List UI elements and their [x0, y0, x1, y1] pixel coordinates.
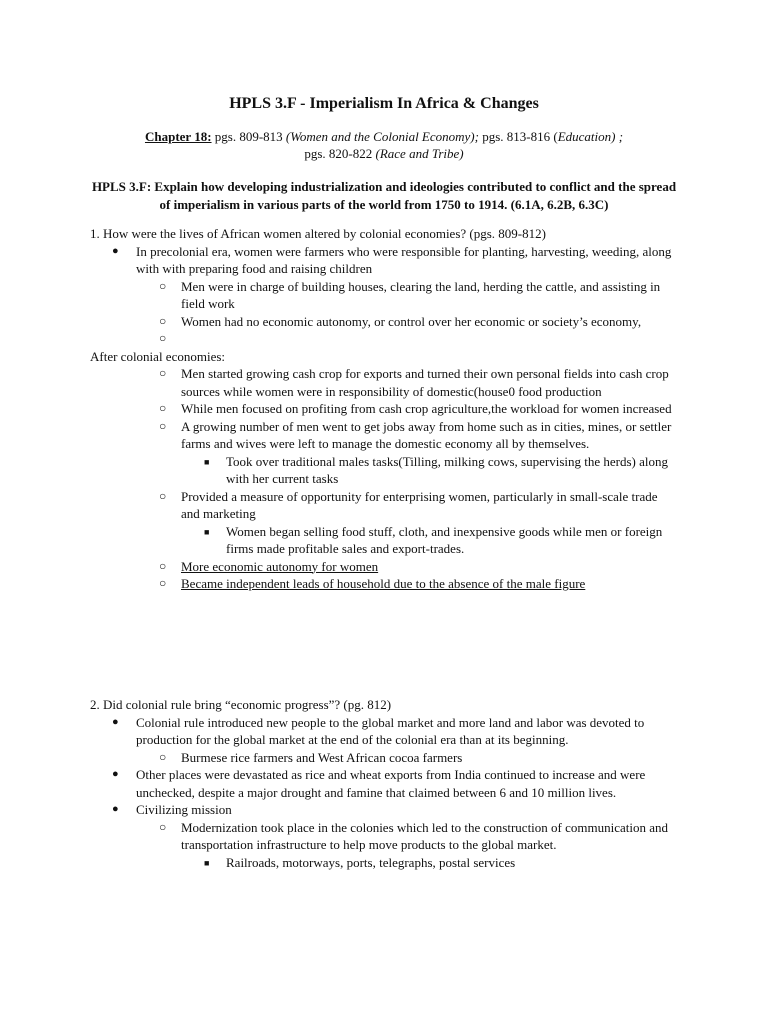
list-item-text: Civilizing mission — [136, 802, 232, 817]
bullet-square-icon: ■ — [204, 526, 210, 537]
list-item-text: Men were in charge of building houses, clearing the land, herding the cattle, and assisting in field work — [181, 278, 661, 311]
section-2 — [0, 696, 768, 871]
list-item-text: Burmese rice farmers and West African cocoa farmers — [181, 749, 463, 765]
list-item — [159, 365, 677, 400]
list-item — [204, 453, 676, 488]
chapter-topic-1: (Women and the Colonial Economy); — [285, 129, 479, 144]
list-item — [204, 854, 676, 872]
list-item-text: Became independent leads of household due to the absence of the male figure — [181, 576, 586, 591]
list-item — [204, 523, 676, 558]
list-item-text: Provided a measure of opportunity for enterprising women, particularly in small-scale trade and marketing — [181, 488, 658, 521]
list-item-text: Women began selling food stuff, cloth, and inexpensive goods while men or foreign firms made profitable sales and export-trades. — [226, 523, 663, 556]
list-item-text: Women had no economic autonomy, or control over her economic or society’s economy, — [181, 313, 642, 329]
list-item-text: Men started growing cash crop for exports and turned their own personal fields into cash crop sources while women were in responsibility of domestic(house0 food production — [181, 366, 669, 399]
list-item-text: Modernization took place in the colonies which led to the construction of communication and transportation infrastructure to help move products to the global market. — [181, 819, 669, 852]
list-item-text: More economic autonomy for women — [181, 558, 379, 574]
after-colonial-heading: After colonial economies: — [90, 348, 226, 364]
chapter-pages-1: pgs. 809-813 — [211, 129, 286, 144]
list-item — [159, 558, 677, 576]
question-2: 2. Did colonial rule bring “economic progress”? (pg. 812) — [90, 697, 392, 712]
bullet-square-icon: ■ — [204, 456, 210, 467]
list-item-text: In precolonial era, women were farmers who were responsible for planting, harvesting, weeding, along with with preparing food and raising children — [136, 243, 672, 276]
list-item-text: While men focused on profiting from cash crop agriculture,the workload for women increased — [181, 401, 672, 416]
chapter-topic-3: (Race and Tribe) — [375, 146, 464, 161]
list-item — [112, 766, 676, 801]
list-item — [159, 400, 677, 418]
list-item — [159, 313, 677, 331]
list-item — [159, 418, 677, 453]
list-item — [159, 749, 677, 767]
bullet-circle-icon: ○ — [159, 331, 167, 345]
chapter-pages-2: pgs. 813-816 ( — [478, 129, 558, 144]
standard-statement: HPLS 3.F: Explain how developing industrialization and ideologies contributed to conflict and the spread of imperialism in various parts of the world from 1750 to 1914. (6.1A, 6.2B, 6.3C) — [91, 179, 677, 212]
chapter-reference — [90, 128, 678, 162]
bullet-disc-icon: ● — [112, 715, 119, 728]
chapter-label: Chapter 18: — [144, 129, 212, 144]
bullet-circle-icon: ○ — [159, 749, 167, 764]
list-item-text: A growing number of men went to get jobs away from home such as in cities, mines, or settler farms and wives were left to manage the domestic economy all by themselves. — [181, 418, 672, 451]
bullet-disc-icon: ● — [112, 244, 119, 257]
chapter-topic-2: Education) ; — [557, 129, 624, 144]
bullet-circle-icon: ○ — [159, 576, 167, 590]
list-item — [159, 330, 677, 348]
bullet-circle-icon: ○ — [159, 366, 167, 380]
list-item — [112, 243, 676, 278]
list-item-text: Other places were devastated as rice and wheat exports from India continued to increase and were unchecked, despite a major drought and famine that claimed between 6 and 10 million lives. — [136, 767, 646, 800]
bullet-circle-icon: ○ — [159, 418, 167, 433]
bullet-circle-icon: ○ — [159, 278, 167, 293]
list-item-text: Colonial rule introduced new people to the global market and more land and labor was devoted to production for the global market at the end of the colonial era than at its beginning. — [136, 714, 645, 747]
section-1 — [0, 225, 768, 593]
list-item — [159, 488, 677, 523]
bullet-disc-icon: ● — [112, 803, 119, 815]
bullet-square-icon: ■ — [204, 857, 210, 868]
chapter-pages-3: pgs. 820-822 — [304, 146, 376, 161]
list-item-text: Took over traditional males tasks(Tilling, milking cows, supervising the herds) along with her current tasks — [226, 453, 668, 486]
list-item — [159, 575, 677, 593]
page-title: HPLS 3.F - Imperialism In Africa & Changes — [229, 95, 539, 112]
bullet-circle-icon: ○ — [159, 819, 167, 834]
list-item-text: Railroads, motorways, ports, telegraphs, postal services — [226, 854, 516, 870]
bullet-circle-icon: ○ — [159, 313, 167, 328]
question-1: 1. How were the lives of African women altered by colonial economies? (pgs. 809-812) — [90, 226, 546, 241]
list-item — [112, 801, 676, 819]
list-item — [159, 278, 677, 313]
bullet-disc-icon: ● — [112, 768, 119, 780]
bullet-circle-icon: ○ — [159, 488, 167, 503]
list-item — [159, 819, 677, 854]
list-item — [112, 714, 676, 749]
bullet-circle-icon: ○ — [159, 558, 167, 573]
bullet-circle-icon: ○ — [159, 401, 167, 415]
